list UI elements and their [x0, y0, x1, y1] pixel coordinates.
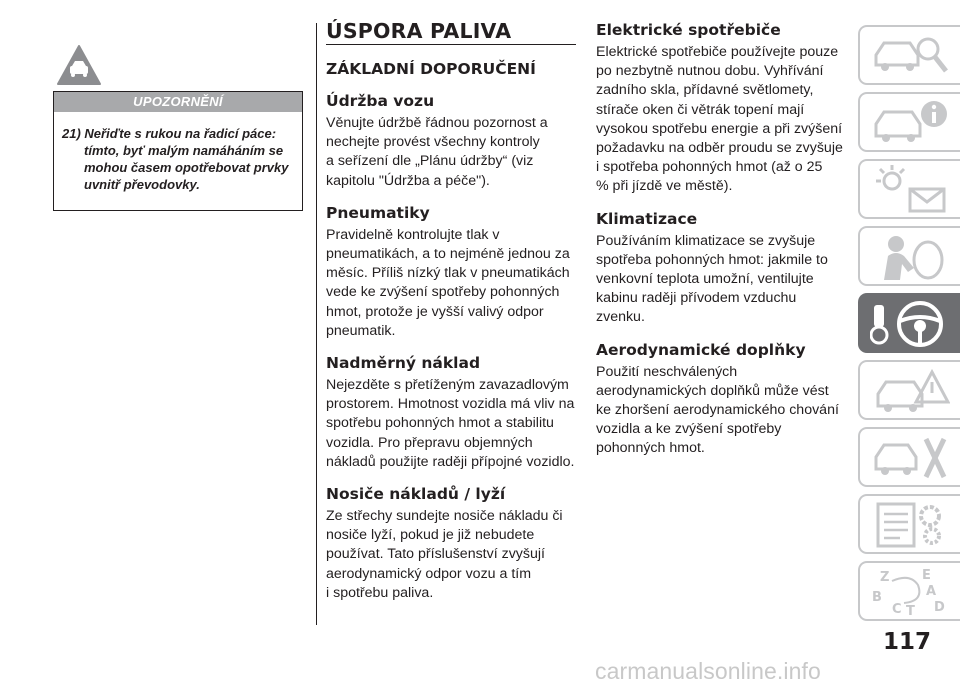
car-maintenance-icon: [870, 433, 950, 483]
tab-car-info[interactable]: [858, 92, 960, 152]
warning-line-2: tímto, byť malým namáháním se: [84, 143, 284, 158]
text-tyres: Pravidelně kontrolujte tlak v pneumatikách, a to nejméně jednou za měsíc. Příliš nízký tlak v pneumatikách vede ke zvýšení spotřeby pohonných hmot, protože je vyšší valivý odpor pneumatik.: [326, 226, 570, 339]
heading-aerodynamic: Aerodynamické doplňky: [596, 340, 806, 359]
heading-electrical: Elektrické spotřebiče: [596, 21, 781, 39]
section-subtitle: ZÁKLADNÍ DOPORUČENÍ: [326, 60, 536, 78]
warning-text: [54, 112, 302, 193]
warning-line-3: mohou časem opotřebovat prvky: [84, 160, 289, 175]
tab-warning-lights[interactable]: [858, 159, 960, 219]
car-warning-icon: [56, 44, 102, 86]
heading-excess-load: Nadměrný náklad: [326, 354, 481, 373]
tab-technical-data[interactable]: [858, 494, 960, 554]
text-electrical: Elektrické spotřebiče používejte pouze po nezbytně nutnou dobu. Vyhřívání zadního skla, přídavné světlomety, stírače oken či větrák topení mají vysokou spotřebu energie a při zvýšení požadavku na odběr proudu se zvyšuje i spotřeba pohonných hmot (až o 25 % při jízdě ve městě).: [596, 44, 843, 195]
watermark: carmanualsonline.info: [595, 658, 821, 684]
warning-box: [53, 91, 303, 211]
chapter-tabs: [858, 25, 960, 628]
tab-driving[interactable]: [858, 293, 960, 353]
index-letter-d: D: [934, 600, 945, 615]
index-letter-t: T: [906, 604, 915, 617]
text-roof-racks: Ze střechy sundejte nosiče nákladu či nosiče lyží, pokud je již nebudete používat. Tato příslušenství zvyšují aerodynamický odpor vozu a tím i spotřebu paliva.: [326, 508, 563, 601]
text-air-conditioning: Používáním klimatizace se zvyšuje spotřeba pohonných hmot: jakmile to venkovní teplota umožní, ventilujte kabinu raději přívodem vzduchu zvenku.: [596, 232, 828, 326]
technical-data-icon: [870, 500, 950, 550]
car-emergency-icon: [870, 366, 950, 416]
index-letter-b: B: [872, 590, 882, 605]
car-info-icon: [870, 98, 950, 148]
index-letter-a: A: [926, 584, 937, 599]
index-letter-e: E: [922, 568, 931, 583]
heading-air-conditioning: Klimatizace: [596, 209, 698, 228]
page-title: ÚSPORA PALIVA: [326, 18, 576, 45]
column-divider: [316, 23, 317, 625]
main-column: [326, 18, 576, 603]
warning-line-1: 21) Neřiďte s rukou na řadicí páce:: [62, 126, 277, 141]
tab-maintenance[interactable]: [858, 427, 960, 487]
index-letter-z: Z: [880, 570, 890, 585]
car-search-icon: [870, 31, 950, 81]
warning-header: UPOZORNĚNÍ: [54, 92, 302, 112]
tab-emergency[interactable]: [858, 360, 960, 420]
heading-roof-racks: Nosiče nákladů / lyží: [326, 485, 506, 504]
tab-car-search[interactable]: [858, 25, 960, 85]
heading-maintenance: Údržba vozu: [326, 92, 435, 110]
text-maintenance: Věnujte údržbě řádnou pozornost a nechejte provést všechny kontroly a seřízení dle „Plánu údržby“ (viz kapitolu "Údržba a péče").: [326, 115, 548, 189]
airbag-safety-icon: [870, 232, 950, 282]
index-letters-icon: [870, 567, 950, 617]
right-column: [596, 20, 846, 459]
text-excess-load: Nejezděte s přetíženým zavazadlovým prostorem. Hmotnost vozidla má vliv na spotřebu pohonných hmot a stabilitu vozidla. Pro přepravu objemných nákladů použijte raději přípojné vozidlo.: [326, 377, 575, 470]
warning-line-4: uvnitř převodovky.: [84, 177, 200, 192]
heading-tyres: Pneumatiky: [326, 203, 430, 222]
steering-wheel-key-icon: [870, 299, 950, 349]
index-letter-c: C: [892, 602, 902, 617]
text-aerodynamic: Použití neschválených aerodynamických doplňků může vést ke zhoršení aerodynamického chování vozidla a ke zvýšení spotřeby pohonných hmot.: [596, 363, 839, 457]
tab-safety[interactable]: [858, 226, 960, 286]
warning-lights-icon: [870, 165, 950, 215]
page-number: 117: [883, 629, 932, 655]
tab-index[interactable]: [858, 561, 960, 621]
